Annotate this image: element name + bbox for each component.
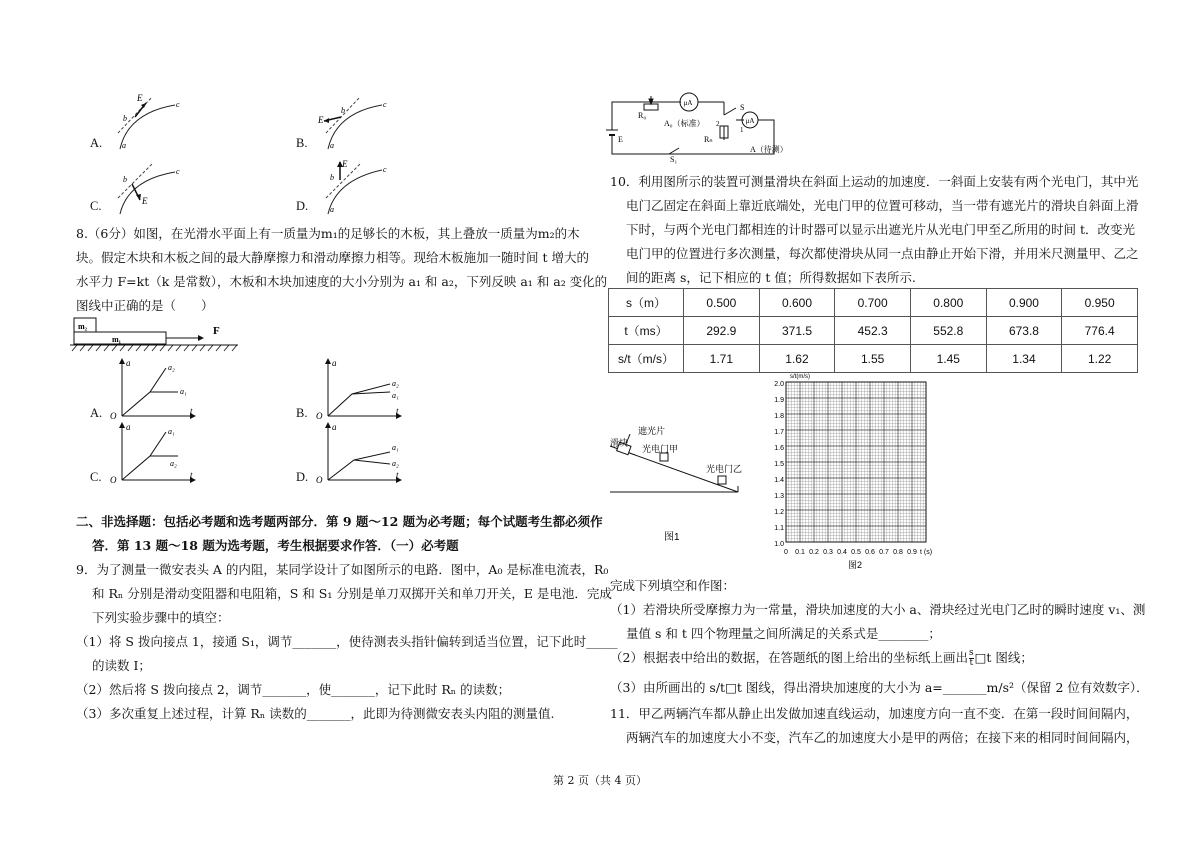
fig2-y-tick: 1.7 (774, 429, 784, 436)
q8d-axis-t: t (396, 470, 399, 480)
q8-option-d-graph (314, 420, 404, 486)
q8c-a2-label: a₂ (170, 459, 177, 468)
q8-force-label: F (213, 325, 220, 337)
circuit-contact-1: 1 (740, 126, 744, 134)
q8a-a2-label: a₂ (168, 363, 175, 372)
fig2-y-tick: 2.0 (774, 381, 784, 388)
circuit-r0-label: R₀ (638, 111, 647, 120)
fig2-y-tick-labels (774, 381, 784, 548)
table-cell: 1.62 (759, 345, 835, 373)
table-cell: 0.950 (1062, 289, 1138, 317)
table-cell: 0.500 (684, 289, 760, 317)
q9-line-3: 下列实验步骤中的填空： (92, 610, 230, 625)
table-header: s/t（m/s） (609, 345, 684, 373)
fig1-gate-1 (660, 453, 668, 461)
q9-step-1a: （1）将 S 拨向接点 1，接通 S₁，调节_______，使待测表头指针偏转到适当位置，记下此时_____ (76, 634, 618, 649)
fig2-y-tick: 1.2 (774, 509, 784, 516)
circuit-a0-label: A₀（标准） (664, 119, 705, 128)
q10-fraction-den: t (969, 658, 974, 668)
fig2-x-unit: t (s) (920, 549, 933, 556)
fig2-y-axis-label: s/t(m/s) (790, 374, 810, 380)
q10-line-3: 下时，与两个光电门都相连的计时器可以显示出遮光片从光电门甲至乙所用的时间 t．改变光 (626, 222, 1135, 237)
q10-figure-2-grid (760, 370, 940, 570)
q10-part-1b: 量值 s 和 t 四个物理量之间所满足的关系式是________； (626, 626, 941, 641)
circuit-a-meter: μA (745, 117, 755, 125)
circuit-s1-label: S₁ (670, 155, 678, 164)
q8c-axis-t: t (190, 470, 193, 480)
q8c-origin: O (110, 475, 117, 485)
q8a-origin: O (110, 411, 117, 421)
circuit-a-label: A（待测） (750, 145, 788, 154)
table-cell: 1.22 (1062, 345, 1138, 373)
q10-part-2 (610, 646, 1033, 670)
q7a-e-label: E (137, 93, 143, 103)
q8-option-b-label: B. (296, 406, 308, 420)
q10-line-5: 间的距离 s，记下相应的 t 值；所得数据如下表所示. (626, 270, 916, 285)
q10-line-2: 电门乙固定在斜面上靠近底端处，光电门甲的位置可移动，当一带有遮光片的滑块自斜面上滑 (626, 198, 1139, 213)
table-cell: 776.4 (1062, 317, 1138, 345)
fig2-y-tick: 1.0 (774, 541, 784, 548)
fig1-gate-2 (718, 476, 726, 484)
q8-line-3: 水平力 F=kt（k 是常数），木板和木块加速度的大小分别为 a₁ 和 a₂，下列反映 a₁ 和 a₂ 变化的 (76, 274, 608, 289)
table-header: s（m） (609, 289, 684, 317)
q7c-e-label: E (142, 196, 148, 206)
q8-line-4: 图线中正确的是（ ） (76, 298, 214, 313)
circuit-contact-2: 2 (716, 120, 720, 128)
q8c-a1-label: a₁ (168, 427, 175, 436)
fig2-x-tick: 0.1 (795, 549, 805, 556)
table-cell: 0.600 (759, 289, 835, 317)
section-2-heading-line-1: 二、非选择题：包括必考题和选考题两部分．第 9 题～12 题为必考题；每个试题考生都必须作 (76, 514, 603, 529)
q7d-a-label: a (330, 205, 334, 214)
q8b-a2-label: a₂ (392, 379, 399, 388)
q8b-axis-t: t (396, 406, 399, 416)
q8-m1-label: m₁ (112, 335, 122, 344)
q8-option-a-graph (108, 356, 198, 422)
q10-intro: 完成下列填空和作图： (610, 578, 736, 593)
circuit-e-label: E (618, 135, 623, 144)
q7c-c-label: c (176, 167, 180, 176)
table-cell: 0.800 (910, 289, 986, 317)
fig2-x-tick: 0.6 (865, 549, 875, 556)
q8b-a1-label: a₁ (392, 391, 399, 400)
q10-data-table (608, 288, 1138, 373)
table-cell: 292.9 (684, 317, 760, 345)
table-cell: 452.3 (835, 317, 911, 345)
fig2-x-tick: 0.2 (809, 549, 819, 556)
q9-line-2: 和 Rₙ 分别是滑动变阻器和电阻箱，S 和 S₁ 分别是单刀双掷开关和单刀开关，E 是电池．完成 (92, 586, 612, 601)
table-cell: 0.900 (986, 289, 1062, 317)
fig2-x-tick: 0.7 (879, 549, 889, 556)
table-cell: 1.45 (910, 345, 986, 373)
q7b-c-label: c (383, 100, 387, 109)
q9-step-2: （2）然后将 S 拨向接点 2，调节_______，使_______，记下此时 Rₙ 的读数； (76, 682, 511, 697)
fig2-y-tick: 1.6 (774, 445, 784, 452)
fig2-y-tick: 1.4 (774, 477, 784, 484)
q7-option-a-label: A. (90, 136, 103, 150)
q7-option-a-diagram (110, 93, 200, 151)
q7d-e-label: E (342, 159, 348, 169)
q8d-a1-label: a₁ (392, 443, 399, 452)
q8c-axis-a: a (126, 422, 131, 432)
q8-ground-hatching (72, 345, 237, 351)
table-cell: 0.700 (835, 289, 911, 317)
fig1-shade-label: 遮光片 (638, 426, 666, 436)
fig2-y-tick: 1.5 (774, 461, 784, 468)
q8-line-2: 块。假定木块和木板之间的最大静摩擦力和滑动摩擦力相等。现给木板施加一随时间 t 增大的 (76, 250, 589, 265)
fig2-x-tick-labels (784, 549, 917, 556)
fig2-y-tick: 1.9 (774, 397, 784, 404)
table-cell: 552.8 (910, 317, 986, 345)
q8-option-b-graph (314, 356, 404, 422)
fig2-x-tick: 0.4 (837, 549, 847, 556)
table-header: t（ms） (609, 317, 684, 345)
q7-option-d-diagram (316, 158, 406, 216)
q7a-b-label: b (123, 114, 127, 123)
q9-circuit-diagram (604, 90, 804, 168)
q7-option-c-diagram (110, 160, 200, 216)
fig2-y-tick: 1.3 (774, 493, 784, 500)
q10-part-2-tail: □t 图线； (974, 650, 1033, 665)
q11-line-2: 两辆汽车的加速度大小不变，汽车乙的加速度大小是甲的两倍；在接下来的相同时间间隔内， (626, 730, 1139, 745)
fig1-caption: 图1 (664, 532, 680, 543)
q7-option-b-diagram (316, 93, 406, 151)
q8-option-c-label: C. (90, 470, 102, 484)
q7b-b-label: b (341, 106, 345, 115)
q7a-a-label: a (122, 141, 126, 150)
q8-option-a-label: A. (90, 406, 103, 420)
q7d-c-label: c (383, 165, 387, 174)
q10-fraction-num: s (968, 648, 974, 658)
q7a-c-label: c (176, 100, 180, 109)
table-row (609, 289, 1138, 317)
circuit-a0-meter: μA (683, 99, 693, 107)
fig2-caption: 图2 (848, 560, 863, 570)
q8b-axis-a: a (332, 358, 337, 368)
fig1-gate2-label: 光电门乙 (706, 464, 743, 474)
q10-part-2-text: （2）根据表中给出的数据，在答题纸的图上给出的坐标纸上画出 (610, 650, 968, 665)
q9-step-3: （3）多次重复上述过程，计算 Rₙ 读数的_______，此即为待测微安表头内阻的测量值. (76, 706, 555, 721)
fig2-x-tick: 0 (784, 549, 788, 556)
section-2-heading-line-2: 答．第 13 题～18 题为选考题，考生根据要求作答．（一）必考题 (92, 538, 459, 553)
table-cell: 1.55 (835, 345, 911, 373)
q10-line-1: 10．利用图所示的装置可测量滑块在斜面上运动的加速度．一斜面上安装有两个光电门，其中光 (610, 174, 1139, 189)
q8d-a2-label: a₂ (392, 459, 399, 468)
table-cell: 673.8 (986, 317, 1062, 345)
table-row (609, 345, 1138, 373)
q7-option-c-label: C. (90, 199, 102, 213)
q10-part-1a: （1）若滑块所受摩擦力为一常量，滑块加速度的大小 a、滑块经过光电门乙时的瞬时速度 v₁、测 (610, 602, 1146, 617)
q11-line-1: 11．甲乙两辆汽车都从静止出发做加速直线运动，加速度方向一直不变．在第一段时间间隔内， (610, 706, 1139, 721)
q10-line-4: 电门甲的位置进行多次测量，每次都使滑块从同一点由静止开始下滑，并用米尺测量甲、乙之 (626, 246, 1139, 261)
fig1-block-label: 滑块 (610, 438, 629, 448)
circuit-s-label: S (740, 103, 745, 112)
q8a-axis-t: t (190, 406, 193, 416)
q8-option-d-label: D. (296, 470, 309, 484)
q8a-axis-a: a (126, 358, 131, 368)
fig2-x-tick: 0.5 (851, 549, 861, 556)
q8-option-c-graph (108, 420, 198, 486)
table-cell: 371.5 (759, 317, 835, 345)
q8-m2-label: m₂ (78, 322, 88, 331)
q10-figure-1-incline (608, 420, 748, 544)
fig1-gate1-label: 光电门甲 (642, 444, 679, 454)
fig2-x-tick: 0.8 (893, 549, 903, 556)
table-cell: 1.71 (684, 345, 760, 373)
q7-option-d-label: D. (296, 199, 309, 213)
q8a-a1-label: a₁ (180, 387, 187, 396)
fig2-x-tick: 0.9 (907, 549, 917, 556)
q8-board-diagram (70, 316, 260, 352)
fig2-y-tick: 1.8 (774, 413, 784, 420)
q7b-a-label: a (330, 141, 334, 150)
q10-fraction (969, 649, 974, 668)
q9-step-1b: 的读数 I； (92, 658, 151, 673)
table-row (609, 317, 1138, 345)
q8-line-1: 8.（6分）如图，在光滑水平面上有一质量为m₁的足够长的木板，其上叠放一质量为m₂的木 (76, 226, 580, 241)
q8b-origin: O (316, 411, 323, 421)
q10-part-3: （3）由所画出的 s/t□t 图线，得出滑块加速度的大小为 a=_______m/s²（保留 2 位有效数字）． (610, 680, 1149, 695)
q7-option-b-label: B. (296, 136, 308, 150)
circuit-rn-label: Rₙ (704, 135, 713, 144)
page-footer: 第 2 页（共 4 页） (553, 774, 647, 787)
q9-line-1: 9．为了测量一微安表头 A 的内阻，某同学设计了如图所示的电路．图中，A₀ 是标准电流表，R₀ (76, 562, 609, 577)
q7c-b-label: b (123, 175, 127, 184)
table-cell: 1.34 (986, 345, 1062, 373)
fig2-y-tick: 1.1 (774, 525, 784, 532)
q8d-axis-a: a (332, 422, 337, 432)
q8d-origin: O (316, 475, 323, 485)
q7b-e-label: E (318, 115, 324, 125)
q7d-b-label: b (330, 173, 334, 182)
fig2-x-tick: 0.3 (823, 549, 833, 556)
fig2-grid-lines (786, 382, 926, 542)
